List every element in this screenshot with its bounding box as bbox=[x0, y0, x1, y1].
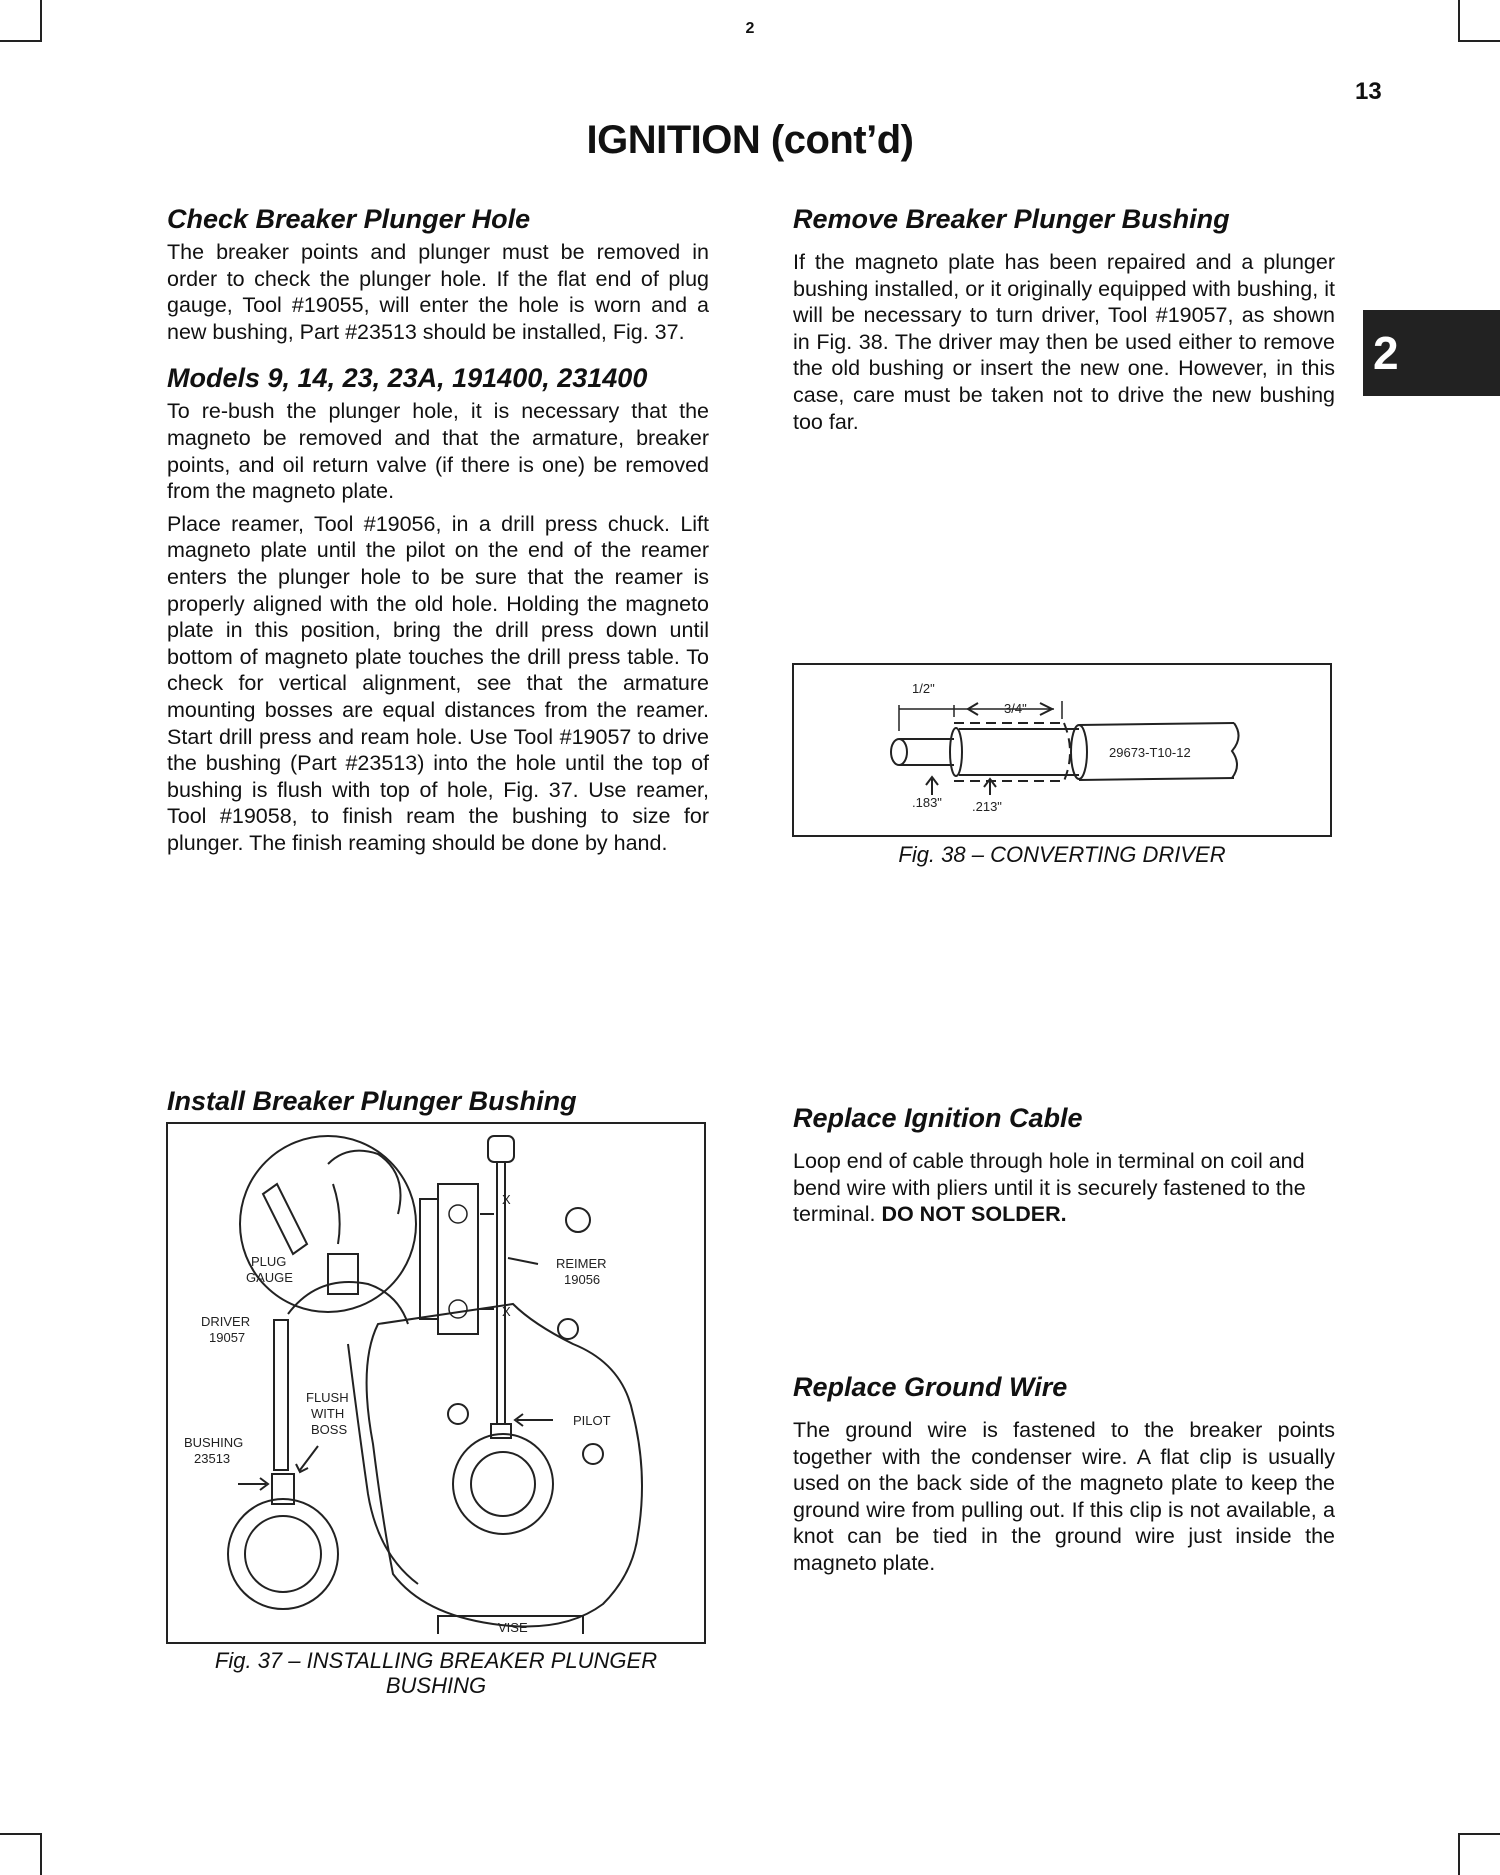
boss-right-mid bbox=[558, 1319, 578, 1339]
label-flush: FLUSH bbox=[306, 1390, 349, 1405]
label-213: .213" bbox=[972, 799, 1002, 814]
label-half-inch: 1/2" bbox=[912, 681, 935, 696]
figure-38-caption: Fig. 38 – CONVERTING DRIVER bbox=[898, 842, 1226, 867]
vise-hole-top bbox=[449, 1205, 467, 1223]
label-driver-number: 19057 bbox=[209, 1330, 246, 1345]
vise-hole-bottom bbox=[449, 1300, 467, 1318]
shaft-bottom-edge bbox=[1079, 778, 1234, 780]
shaft-top-edge bbox=[1079, 723, 1234, 725]
boss-right-top bbox=[566, 1208, 590, 1232]
crop-mark-bottom-right-h bbox=[1458, 1833, 1500, 1835]
crop-mark-bottom-left-h bbox=[0, 1833, 42, 1835]
label-bushing: BUSHING bbox=[184, 1435, 244, 1450]
right-bottom-column-cable bbox=[793, 1103, 1335, 1228]
crop-mark-bottom-right-v bbox=[1458, 1833, 1460, 1875]
label-reimer: REIMER bbox=[556, 1256, 607, 1271]
inset-hand bbox=[328, 1151, 401, 1244]
pilot-shoulder bbox=[950, 728, 962, 776]
label-pilot: PILOT bbox=[573, 1413, 611, 1428]
step-end-face bbox=[1071, 725, 1087, 779]
page-number: 13 bbox=[1355, 78, 1382, 105]
driver-tool bbox=[274, 1320, 288, 1470]
bushing-arrow bbox=[238, 1478, 268, 1490]
flush-arrow bbox=[296, 1446, 318, 1472]
paragraph-reamer: Place reamer, Tool #19056, in a drill press chuck. Lift magneto plate until the pilot on the end of the reamer enters the plunger hole to be sure that the reamer is properly aligned with the old hole. Holding the magneto plate in this position, bring the drill press down until bottom of magneto plate touches the drill press table. To check for vertical alignment, see that the armature mounting bosses are equal distances from the reamer. Start drill press and ream hole. Use Tool #19057 to drive the bushing (Part #23513) into the hole until the top of bushing is flush with top of hole, Fig. 37. Use reamer, Tool #19058, to finish ream the bushing to size for plunger. The finish reaming should be done by hand. bbox=[167, 511, 709, 855]
paragraph-remove-bushing: If the magneto plate has been repaired and a plunger bushing installed, or it originally equipped with bushing, it will be necessary to turn driver, Tool #19057, as shown in Fig. 38. The driver may then be used either to remove the old bushing or insert the new one. However, in this case, care must be taken not to drive the new bushing too far. bbox=[793, 250, 1335, 434]
plate-hub-outer bbox=[453, 1434, 553, 1534]
crop-mark-top-left-h bbox=[0, 40, 42, 42]
heading-install-breaker-plunger-bushing: Install Breaker Plunger Bushing bbox=[167, 1086, 577, 1116]
label-three-quarter-inch: 3/4" bbox=[1004, 701, 1027, 716]
label-x-lower: X bbox=[502, 1304, 511, 1319]
right-bottom-column-ground bbox=[793, 1372, 1335, 1577]
inset-housing bbox=[288, 1282, 408, 1324]
pilot-end-face bbox=[891, 739, 907, 765]
right-top-column bbox=[793, 204, 1335, 435]
inset-bushing bbox=[328, 1254, 358, 1294]
label-with: WITH bbox=[311, 1406, 345, 1421]
figure-38-box bbox=[792, 663, 1332, 837]
figure-37-caption bbox=[166, 1648, 706, 1698]
dim-183-arrow bbox=[926, 777, 938, 795]
vise-jaw bbox=[420, 1199, 438, 1319]
shaft-broken-end bbox=[1232, 723, 1239, 778]
magneto-plate-left-edge bbox=[348, 1344, 418, 1584]
crop-mark-top-right-h bbox=[1458, 40, 1500, 42]
label-reimer-number: 19056 bbox=[564, 1272, 601, 1287]
label-driver: DRIVER bbox=[201, 1314, 251, 1329]
figure-37-drawing bbox=[168, 1124, 704, 1642]
label-x-upper: X bbox=[502, 1192, 511, 1207]
reimer-arrow bbox=[508, 1258, 538, 1264]
figure-38-drawing bbox=[794, 665, 1330, 835]
turned-outline-end bbox=[1064, 723, 1070, 781]
heading-replace-ground-wire: Replace Ground Wire bbox=[793, 1372, 1068, 1402]
paragraph-ignition-cable bbox=[793, 1148, 1335, 1228]
paragraph-ground-wire: The ground wire is fastened to the breaker points together with the condenser wire. A flat clip is usually used on the back side of the magneto plate to keep the ground wire from pulling out. If this clip is not available, a knot can be tied in the ground wire just inside the magneto plate. bbox=[793, 1418, 1335, 1575]
boss-right-low bbox=[583, 1444, 603, 1464]
bushing-housing-inner bbox=[245, 1516, 321, 1592]
paragraph-rebush: To re-bush the plunger hole, it is necessary that the magneto be removed and that the armature, breaker points, and oil return valve (if there is one) be removed from the magneto plate. bbox=[167, 399, 709, 504]
reamer-pilot bbox=[491, 1424, 511, 1438]
reamer-knob bbox=[488, 1136, 514, 1162]
inset-plug-gauge bbox=[263, 1184, 307, 1254]
figure-37-caption-line1: Fig. 37 – INSTALLING BREAKER PLUNGER bbox=[214, 1648, 658, 1673]
pilot-arrow bbox=[515, 1414, 553, 1426]
label-bushing-number: 23513 bbox=[194, 1451, 231, 1466]
do-not-solder-warning: DO NOT SOLDER. bbox=[881, 1202, 1067, 1227]
label-part-number: 29673-T10-12 bbox=[1109, 745, 1191, 760]
plate-hub-inner bbox=[471, 1452, 535, 1516]
label-vise: VISE bbox=[498, 1620, 528, 1635]
label-plug: PLUG bbox=[251, 1254, 287, 1269]
section-tab: 2 bbox=[1363, 310, 1500, 396]
crop-mark-bottom-left-v bbox=[40, 1833, 42, 1875]
paragraph-check-plunger-hole: The breaker points and plunger must be removed in order to check the plunger hole. If the flat end of plug gauge, Tool #19055, will enter the hole is worn and a new bushing, Part #23513 should be installed, Fig. 37. bbox=[167, 240, 709, 344]
boss-left bbox=[448, 1404, 468, 1424]
ignition-cable-text: Loop end of cable through hole in terminal on coil and bend wire with pliers until it is securely fastened to the terminal. bbox=[793, 1149, 1306, 1227]
heading-models: Models 9, 14, 23, 23A, 191400, 231400 bbox=[167, 363, 648, 394]
label-gauge: GAUGE bbox=[246, 1270, 293, 1285]
label-boss: BOSS bbox=[311, 1422, 348, 1437]
left-top-column bbox=[167, 204, 709, 856]
figure-37-box bbox=[166, 1122, 706, 1644]
label-183: .183" bbox=[912, 795, 942, 810]
heading-check-breaker-plunger-hole: Check Breaker Plunger Hole bbox=[167, 204, 531, 234]
heading-remove-breaker-plunger-bushing: Remove Breaker Plunger Bushing bbox=[793, 204, 1230, 234]
page-title: IGNITION (cont’d) bbox=[586, 118, 914, 162]
sheet-number: 2 bbox=[745, 20, 755, 37]
heading-replace-ignition-cable: Replace Ignition Cable bbox=[793, 1103, 1083, 1133]
figure-37-caption-line2: BUSHING bbox=[385, 1673, 487, 1698]
